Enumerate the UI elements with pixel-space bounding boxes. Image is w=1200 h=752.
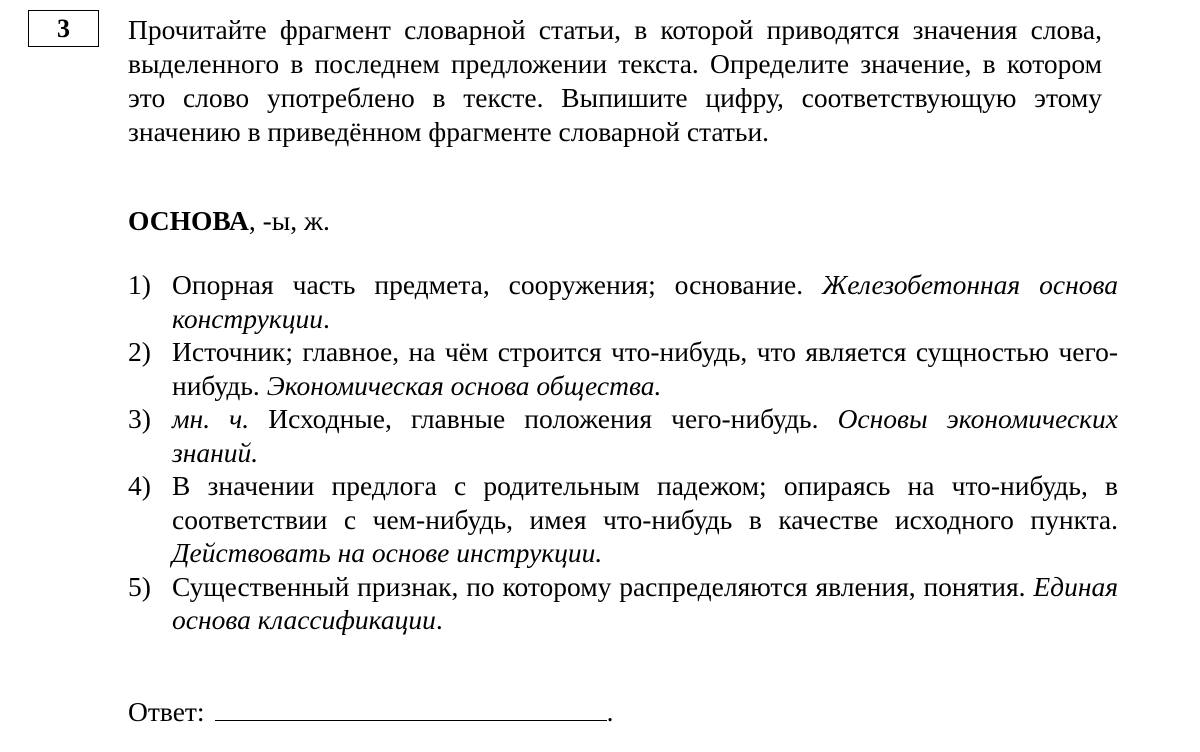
headword: ОСНОВА xyxy=(128,205,249,236)
sense-example: Единая основа классификации xyxy=(172,570,1118,635)
sense-definition: В значении предлога с родительным падежом; опираясь на что-нибудь, в соответствии с чем-нибудь, имея что-нибудь в качестве исходного пункта. xyxy=(172,470,1118,535)
sense-number: 2) xyxy=(128,336,151,367)
dictionary-headword-line xyxy=(128,204,330,238)
sense-end: . xyxy=(322,302,330,334)
sense-item-5 xyxy=(128,570,1118,637)
task-number: 3 xyxy=(57,13,70,43)
answer-end: . xyxy=(606,696,614,727)
sense-example: Железобетонная основа конструкции xyxy=(172,269,1119,334)
sense-body xyxy=(172,402,1118,469)
sense-number: 3) xyxy=(128,403,151,434)
sense-definition: Источник; главное, на чём строится что-нибудь, что является сущностью чего-нибудь. xyxy=(172,336,1118,401)
sense-item-3 xyxy=(128,402,1118,469)
sense-body xyxy=(172,570,1118,637)
sense-number: 4) xyxy=(128,470,151,501)
answer-label: Ответ: xyxy=(128,696,205,727)
sense-example: Основы экономических знаний. xyxy=(172,403,1118,468)
sense-definition: Существенный признак, по которому распределяются явления, понятия. xyxy=(172,570,1034,602)
sense-item-1 xyxy=(128,268,1118,335)
sense-body xyxy=(172,469,1118,570)
sense-body xyxy=(172,335,1118,402)
sense-definition: Опорная часть предмета, сооружения; основание. xyxy=(172,269,823,300)
headword-grammar: , -ы, ж. xyxy=(248,205,330,236)
sense-definition: Исходные, главные положения чего-нибудь. xyxy=(249,403,838,434)
sense-end: . xyxy=(435,604,443,635)
sense-number: 5) xyxy=(128,570,151,602)
sense-example: Действовать на основе инструкции. xyxy=(172,537,603,568)
task-number-box xyxy=(28,10,99,47)
sense-item-4 xyxy=(128,469,1118,570)
task-instruction: Прочитайте фрагмент словарной статьи, в которой приводятся значения слова, выделенного в последнем предложении текста. Определите значение, в котором это слово употреблено в тексте. Выпишите цифру, соответствующую этому значению в приведённом фрагменте словарной статьи. xyxy=(128,14,1102,147)
dictionary-senses-list xyxy=(128,268,1118,637)
sense-label: мн. ч. xyxy=(172,403,250,434)
sense-example: Экономическая основа общества. xyxy=(266,369,662,401)
sense-number: 1) xyxy=(128,269,151,300)
sense-body xyxy=(172,268,1118,335)
answer-input-line[interactable] xyxy=(215,692,607,721)
answer-row xyxy=(128,692,613,729)
sense-item-2 xyxy=(128,335,1118,402)
